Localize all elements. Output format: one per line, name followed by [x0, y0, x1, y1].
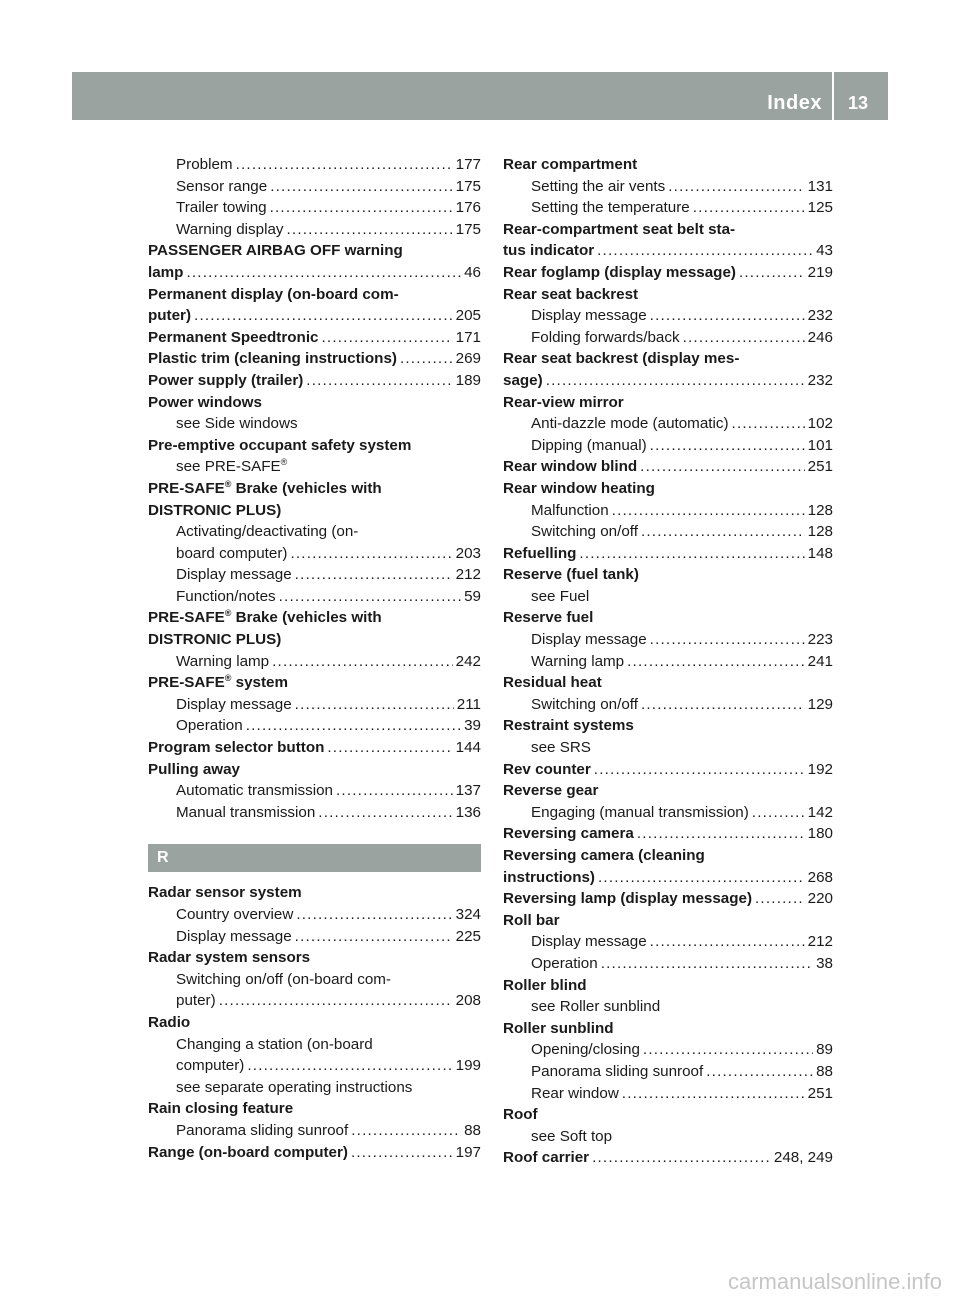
dot-leader — [650, 435, 805, 457]
entry-label: Rear window heating — [503, 479, 655, 497]
entry-label: Radar sensor system — [148, 884, 302, 902]
entry-label: Function/notes — [176, 587, 276, 605]
entry-label: Activating/deactivating (on- — [176, 523, 359, 541]
index-entry — [503, 780, 833, 802]
dot-leader — [546, 370, 805, 392]
dot-leader — [286, 219, 452, 241]
entry-page-ref: 205 — [455, 307, 481, 325]
entry-label: Switching on/off (on-board com- — [176, 970, 391, 988]
entry-label: Rear seat backrest (display mes- — [503, 350, 740, 368]
entry-label: Range (on-board computer) — [148, 1143, 348, 1161]
index-subentry — [503, 305, 833, 327]
entry-label: see separate operating instructions — [176, 1078, 413, 1096]
entry-page-ref: 46 — [464, 263, 481, 281]
index-entry — [503, 672, 833, 694]
index-entry — [148, 370, 481, 392]
index-entry — [148, 284, 481, 306]
entry-label: board computer) — [176, 544, 288, 562]
entry-label: Program selector button — [148, 739, 325, 757]
dot-leader — [194, 305, 453, 327]
entry-label: sage) — [503, 371, 543, 389]
entry-label: Automatic transmission — [176, 782, 333, 800]
entry-page-ref: 212 — [455, 566, 481, 584]
entry-label: Setting the temperature — [531, 199, 690, 217]
entry-label: see Roller sunblind — [531, 998, 661, 1016]
entry-label: Rear compartment — [503, 156, 638, 173]
index-entry — [503, 219, 833, 241]
entry-label: Roof — [503, 1106, 538, 1124]
entry-label: Rear window blind — [503, 458, 638, 476]
entry-page-ref: 43 — [816, 242, 833, 260]
entry-label: Display message — [176, 566, 292, 584]
index-entry — [503, 607, 833, 629]
entry-page-ref: 212 — [807, 933, 833, 951]
dot-leader — [612, 500, 805, 522]
index-entry — [148, 240, 481, 262]
index-subentry — [148, 586, 481, 608]
entry-label: see SRS — [531, 739, 591, 757]
entry-label: Roller sunblind — [503, 1019, 614, 1037]
dot-leader — [597, 240, 813, 262]
index-subentry — [148, 564, 481, 586]
dot-leader — [601, 953, 813, 975]
index-entry — [503, 1104, 833, 1126]
dot-leader — [693, 197, 805, 219]
entry-label: Roller blind — [503, 976, 587, 994]
entry-label: see Fuel — [531, 587, 590, 605]
entry-page-ref: 197 — [455, 1143, 481, 1161]
index-entry — [503, 392, 833, 414]
index-subentry — [148, 1055, 481, 1077]
dot-leader — [643, 1039, 813, 1061]
entry-page-ref: 223 — [807, 631, 833, 649]
index-entry — [503, 240, 833, 262]
entry-label: tus indicator — [503, 242, 595, 260]
index-subentry — [503, 500, 833, 522]
entry-label: Country overview — [176, 906, 294, 923]
entry-page-ref: 246 — [807, 328, 833, 346]
index-list-r-left — [148, 882, 481, 1163]
dot-leader — [637, 823, 805, 845]
index-entry — [148, 607, 481, 629]
entry-label: Roll bar — [503, 911, 560, 929]
dot-leader — [318, 802, 452, 824]
index-subentry — [503, 1083, 833, 1105]
dot-leader — [752, 802, 805, 824]
dot-leader — [650, 931, 805, 953]
dot-leader — [279, 586, 461, 608]
watermark: carmanualsonline.info — [727, 1269, 942, 1294]
entry-label: puter) — [176, 992, 216, 1010]
index-subentry — [503, 413, 833, 435]
index-subentry — [148, 651, 481, 673]
entry-page-ref: 189 — [455, 371, 481, 389]
dot-leader — [400, 348, 453, 370]
entry-label: Roof carrier — [503, 1149, 590, 1167]
entry-label: Reversing camera (cleaning — [503, 847, 705, 864]
dot-leader — [351, 1120, 461, 1142]
entry-page-ref: 89 — [816, 1041, 833, 1059]
index-subentry — [148, 969, 481, 991]
index-entry — [148, 1098, 481, 1120]
dot-leader — [579, 543, 804, 565]
index-entry — [148, 478, 481, 500]
entry-label: Permanent display (on-board com- — [148, 285, 399, 303]
entry-label: see Side windows — [176, 415, 298, 433]
entry-label: Malfunction — [531, 501, 609, 519]
entry-label: Plastic trim (cleaning instructions) — [148, 350, 397, 368]
dot-leader — [272, 651, 453, 673]
index-entry — [503, 478, 833, 500]
index-entry — [148, 500, 481, 522]
entry-page-ref: 242 — [455, 652, 481, 670]
index-subentry — [148, 715, 481, 737]
index-subentry — [503, 802, 833, 824]
index-list-r-right — [503, 154, 833, 1169]
index-entry — [148, 262, 481, 284]
entry-label: Radar system sensors — [148, 949, 311, 967]
index-subentry — [148, 456, 481, 478]
dot-leader — [306, 370, 452, 392]
entry-page-ref: 203 — [455, 544, 481, 562]
entry-page-ref: 136 — [455, 803, 481, 821]
index-subentry — [503, 1126, 833, 1148]
index-entry — [148, 759, 481, 781]
entry-page-ref: 125 — [807, 199, 833, 217]
index-subentry — [148, 694, 481, 716]
entry-label: Reserve (fuel tank) — [503, 566, 639, 584]
entry-page-ref: 176 — [455, 199, 481, 217]
entry-label: Engaging (manual transmission) — [531, 803, 749, 821]
entry-label: Display message — [176, 695, 292, 713]
entry-label: PASSENGER AIRBAG OFF warning — [148, 242, 403, 260]
entry-page-ref: 148 — [807, 544, 833, 562]
index-entry — [148, 435, 481, 457]
entry-page-ref: 208 — [455, 992, 481, 1010]
entry-label: Power windows — [148, 393, 262, 411]
index-subentry — [503, 931, 833, 953]
entry-label: Panorama sliding sunroof — [176, 1121, 349, 1139]
entry-page-ref: 38 — [816, 954, 833, 972]
index-subentry — [148, 521, 481, 543]
index-entry — [503, 715, 833, 737]
entry-page-ref: 220 — [807, 890, 833, 908]
entry-label: Reverse gear — [503, 782, 599, 800]
index-subentry — [503, 327, 833, 349]
entry-page-ref: 192 — [807, 760, 833, 778]
entry-label: instructions) — [503, 868, 595, 886]
entry-label: Setting the air vents — [531, 177, 666, 195]
entry-label: Trailer towing — [176, 199, 267, 217]
entry-label: Opening/closing — [531, 1041, 640, 1059]
entry-label: Display message — [531, 631, 647, 649]
section-title: Index — [767, 92, 822, 114]
index-entry — [148, 327, 481, 349]
index-subentry — [503, 953, 833, 975]
entry-label: Display message — [176, 927, 292, 945]
entry-page-ref: 225 — [455, 927, 481, 945]
entry-label: Changing a station (on-board — [176, 1035, 373, 1053]
entry-label: Switching on/off — [531, 523, 638, 541]
index-entry — [503, 867, 833, 889]
entry-label: Rain closing feature — [148, 1100, 294, 1118]
index-subentry — [148, 197, 481, 219]
entry-label: Problem — [176, 156, 233, 173]
entry-page-ref: 251 — [807, 1084, 833, 1102]
dot-leader — [327, 737, 452, 759]
entry-label: DISTRONIC PLUS) — [148, 501, 282, 519]
index-entry — [503, 262, 833, 284]
dot-leader — [295, 926, 453, 948]
index-entry — [503, 910, 833, 932]
entry-label: DISTRONIC PLUS) — [148, 631, 282, 649]
dot-leader — [236, 154, 453, 176]
dot-leader — [706, 1061, 813, 1083]
dot-leader — [650, 629, 805, 651]
dot-leader — [295, 564, 453, 586]
entry-label: Rear-compartment seat belt sta- — [503, 220, 736, 238]
entry-page-ref: 144 — [455, 739, 481, 757]
dot-leader — [739, 262, 805, 284]
dot-leader — [270, 176, 452, 198]
dot-leader — [641, 694, 805, 716]
index-entry — [503, 564, 833, 586]
entry-label: PRE-SAFE® system — [148, 673, 289, 692]
index-subentry — [148, 802, 481, 824]
entry-label: Pre-emptive occupant safety system — [148, 436, 412, 454]
entry-label: Manual transmission — [176, 803, 316, 821]
entry-page-ref: 131 — [807, 177, 833, 195]
index-entry — [503, 823, 833, 845]
entry-page-ref: 171 — [455, 328, 481, 346]
dot-leader — [247, 1055, 452, 1077]
entry-label: Switching on/off — [531, 695, 638, 713]
entry-page-ref: 219 — [807, 263, 833, 281]
entry-page-ref: 128 — [807, 501, 833, 519]
entry-page-ref: 211 — [456, 695, 481, 713]
entry-label: lamp — [148, 263, 184, 281]
index-entry — [148, 672, 481, 694]
index-entry — [148, 1012, 481, 1034]
index-entry — [503, 370, 833, 392]
entry-page-ref: 39 — [464, 717, 481, 735]
entry-page-ref: 128 — [807, 523, 833, 541]
entry-label: Residual heat — [503, 674, 602, 692]
entry-page-ref: 142 — [807, 803, 833, 821]
entry-page-ref: 88 — [464, 1121, 481, 1139]
entry-label: computer) — [176, 1057, 245, 1075]
dot-leader — [290, 543, 452, 565]
entry-label: Radio — [148, 1013, 191, 1031]
entry-page-ref: 59 — [464, 587, 481, 605]
entry-page-ref: 137 — [455, 782, 481, 800]
index-subentry — [148, 1034, 481, 1056]
index-subentry — [148, 176, 481, 198]
index-entry — [503, 1147, 833, 1169]
entry-label: Warning display — [176, 220, 284, 238]
entry-label: see Soft top — [531, 1127, 613, 1145]
entry-page-ref: 324 — [455, 906, 481, 923]
index-subentry — [503, 996, 833, 1018]
index-entry — [148, 737, 481, 759]
index-entry — [503, 759, 833, 781]
entry-label: Rear window — [531, 1084, 619, 1102]
index-entry — [148, 392, 481, 414]
index-subentry — [503, 521, 833, 543]
dot-leader — [186, 262, 461, 284]
index-entry — [503, 284, 833, 306]
index-entry — [148, 947, 481, 969]
page-number: 13 — [847, 93, 868, 113]
dot-leader — [641, 521, 805, 543]
index-subentry — [148, 990, 481, 1012]
index-column-left — [148, 154, 481, 1163]
dot-leader — [627, 651, 805, 673]
entry-page-ref: 129 — [807, 695, 833, 713]
entry-label: Power supply (trailer) — [148, 371, 304, 389]
entry-label: Dipping (manual) — [531, 436, 647, 454]
index-entry — [503, 543, 833, 565]
dot-leader — [640, 456, 804, 478]
entry-page-ref: 232 — [807, 307, 833, 325]
entry-label: Panorama sliding sunroof — [531, 1062, 704, 1080]
dot-leader — [219, 990, 453, 1012]
index-subentry — [148, 1120, 481, 1142]
dot-leader — [594, 759, 805, 781]
entry-label: PRE-SAFE® Brake (vehicles with — [148, 608, 382, 627]
index-entry — [148, 629, 481, 651]
index-subentry — [503, 586, 833, 608]
dot-leader — [351, 1142, 453, 1164]
dot-leader — [650, 305, 805, 327]
dot-leader — [622, 1083, 805, 1105]
entry-page-ref: 268 — [807, 868, 833, 886]
dot-leader — [732, 413, 805, 435]
entry-label: Operation — [176, 717, 243, 735]
index-subentry — [148, 413, 481, 435]
dot-leader — [321, 327, 452, 349]
index-subentry — [503, 176, 833, 198]
entry-label: Display message — [531, 933, 647, 951]
index-entry — [503, 348, 833, 370]
dot-leader — [295, 694, 454, 716]
entry-label: Reserve fuel — [503, 609, 594, 627]
entry-label: Rear-view mirror — [503, 393, 624, 411]
index-list-p — [148, 154, 481, 823]
entry-label: Reversing camera — [503, 825, 634, 843]
dot-leader — [296, 904, 452, 926]
page-header — [72, 72, 888, 120]
index-entry — [503, 845, 833, 867]
entry-label: Warning lamp — [531, 652, 625, 670]
section-letter-bar: R — [148, 844, 481, 872]
index-column-right — [503, 154, 833, 1169]
dot-leader — [668, 176, 804, 198]
entry-label: Operation — [531, 954, 598, 972]
entry-label: Restraint systems — [503, 717, 634, 735]
entry-page-ref: 88 — [816, 1062, 833, 1080]
entry-label: Anti-dazzle mode (automatic) — [531, 415, 729, 433]
entry-label: see PRE-SAFE® — [176, 457, 288, 476]
dot-leader — [336, 780, 453, 802]
entry-label: Reversing lamp (display message) — [503, 890, 753, 908]
index-entry — [148, 1142, 481, 1164]
entry-page-ref: 101 — [807, 436, 833, 454]
index-subentry — [503, 197, 833, 219]
entry-page-ref: 199 — [455, 1057, 481, 1075]
index-subentry — [148, 1077, 481, 1099]
index-subentry — [148, 154, 481, 176]
entry-label: Rear seat backrest — [503, 285, 639, 303]
index-entry — [503, 1018, 833, 1040]
index-subentry — [148, 926, 481, 948]
entry-label: Folding forwards/back — [531, 328, 680, 346]
index-entry — [148, 305, 481, 327]
index-subentry — [503, 651, 833, 673]
dot-leader — [683, 327, 805, 349]
entry-label: Display message — [531, 307, 647, 325]
dot-leader — [755, 888, 805, 910]
entry-label: Warning lamp — [176, 652, 270, 670]
index-subentry — [503, 737, 833, 759]
index-subentry — [503, 1039, 833, 1061]
entry-label: Refuelling — [503, 544, 577, 562]
entry-label: Sensor range — [176, 177, 268, 195]
dot-leader — [246, 715, 461, 737]
index-subentry — [503, 435, 833, 457]
entry-page-ref: 175 — [455, 177, 481, 195]
index-entry — [503, 888, 833, 910]
entry-page-ref: 232 — [807, 371, 833, 389]
dot-leader — [592, 1147, 771, 1169]
index-entry — [148, 882, 481, 904]
index-entry — [503, 154, 833, 176]
header-divider — [832, 72, 834, 120]
index-subentry — [503, 629, 833, 651]
index-subentry — [503, 694, 833, 716]
entry-page-ref: 102 — [807, 415, 833, 433]
index-subentry — [503, 1061, 833, 1083]
index-subentry — [148, 219, 481, 241]
entry-label: Pulling away — [148, 760, 240, 778]
index-subentry — [148, 543, 481, 565]
entry-page-ref: 251 — [807, 458, 833, 476]
dot-leader — [270, 197, 453, 219]
entry-label: Permanent Speedtronic — [148, 328, 319, 346]
entry-page-ref: 180 — [807, 825, 833, 843]
index-subentry — [148, 904, 481, 926]
entry-label: Rear foglamp (display message) — [503, 263, 736, 281]
entry-page-ref: 175 — [455, 220, 481, 238]
dot-leader — [598, 867, 805, 889]
entry-label: puter) — [148, 307, 192, 325]
entry-page-ref: 269 — [455, 350, 481, 368]
entry-page-ref: 248, 249 — [773, 1149, 833, 1167]
index-entry — [503, 975, 833, 997]
entry-page-ref: 241 — [807, 652, 833, 670]
entry-page-ref: 177 — [455, 156, 481, 173]
index-entry — [503, 456, 833, 478]
entry-label: PRE-SAFE® Brake (vehicles with — [148, 478, 382, 497]
index-entry — [148, 348, 481, 370]
entry-label: Rev counter — [503, 760, 591, 778]
index-subentry — [148, 780, 481, 802]
